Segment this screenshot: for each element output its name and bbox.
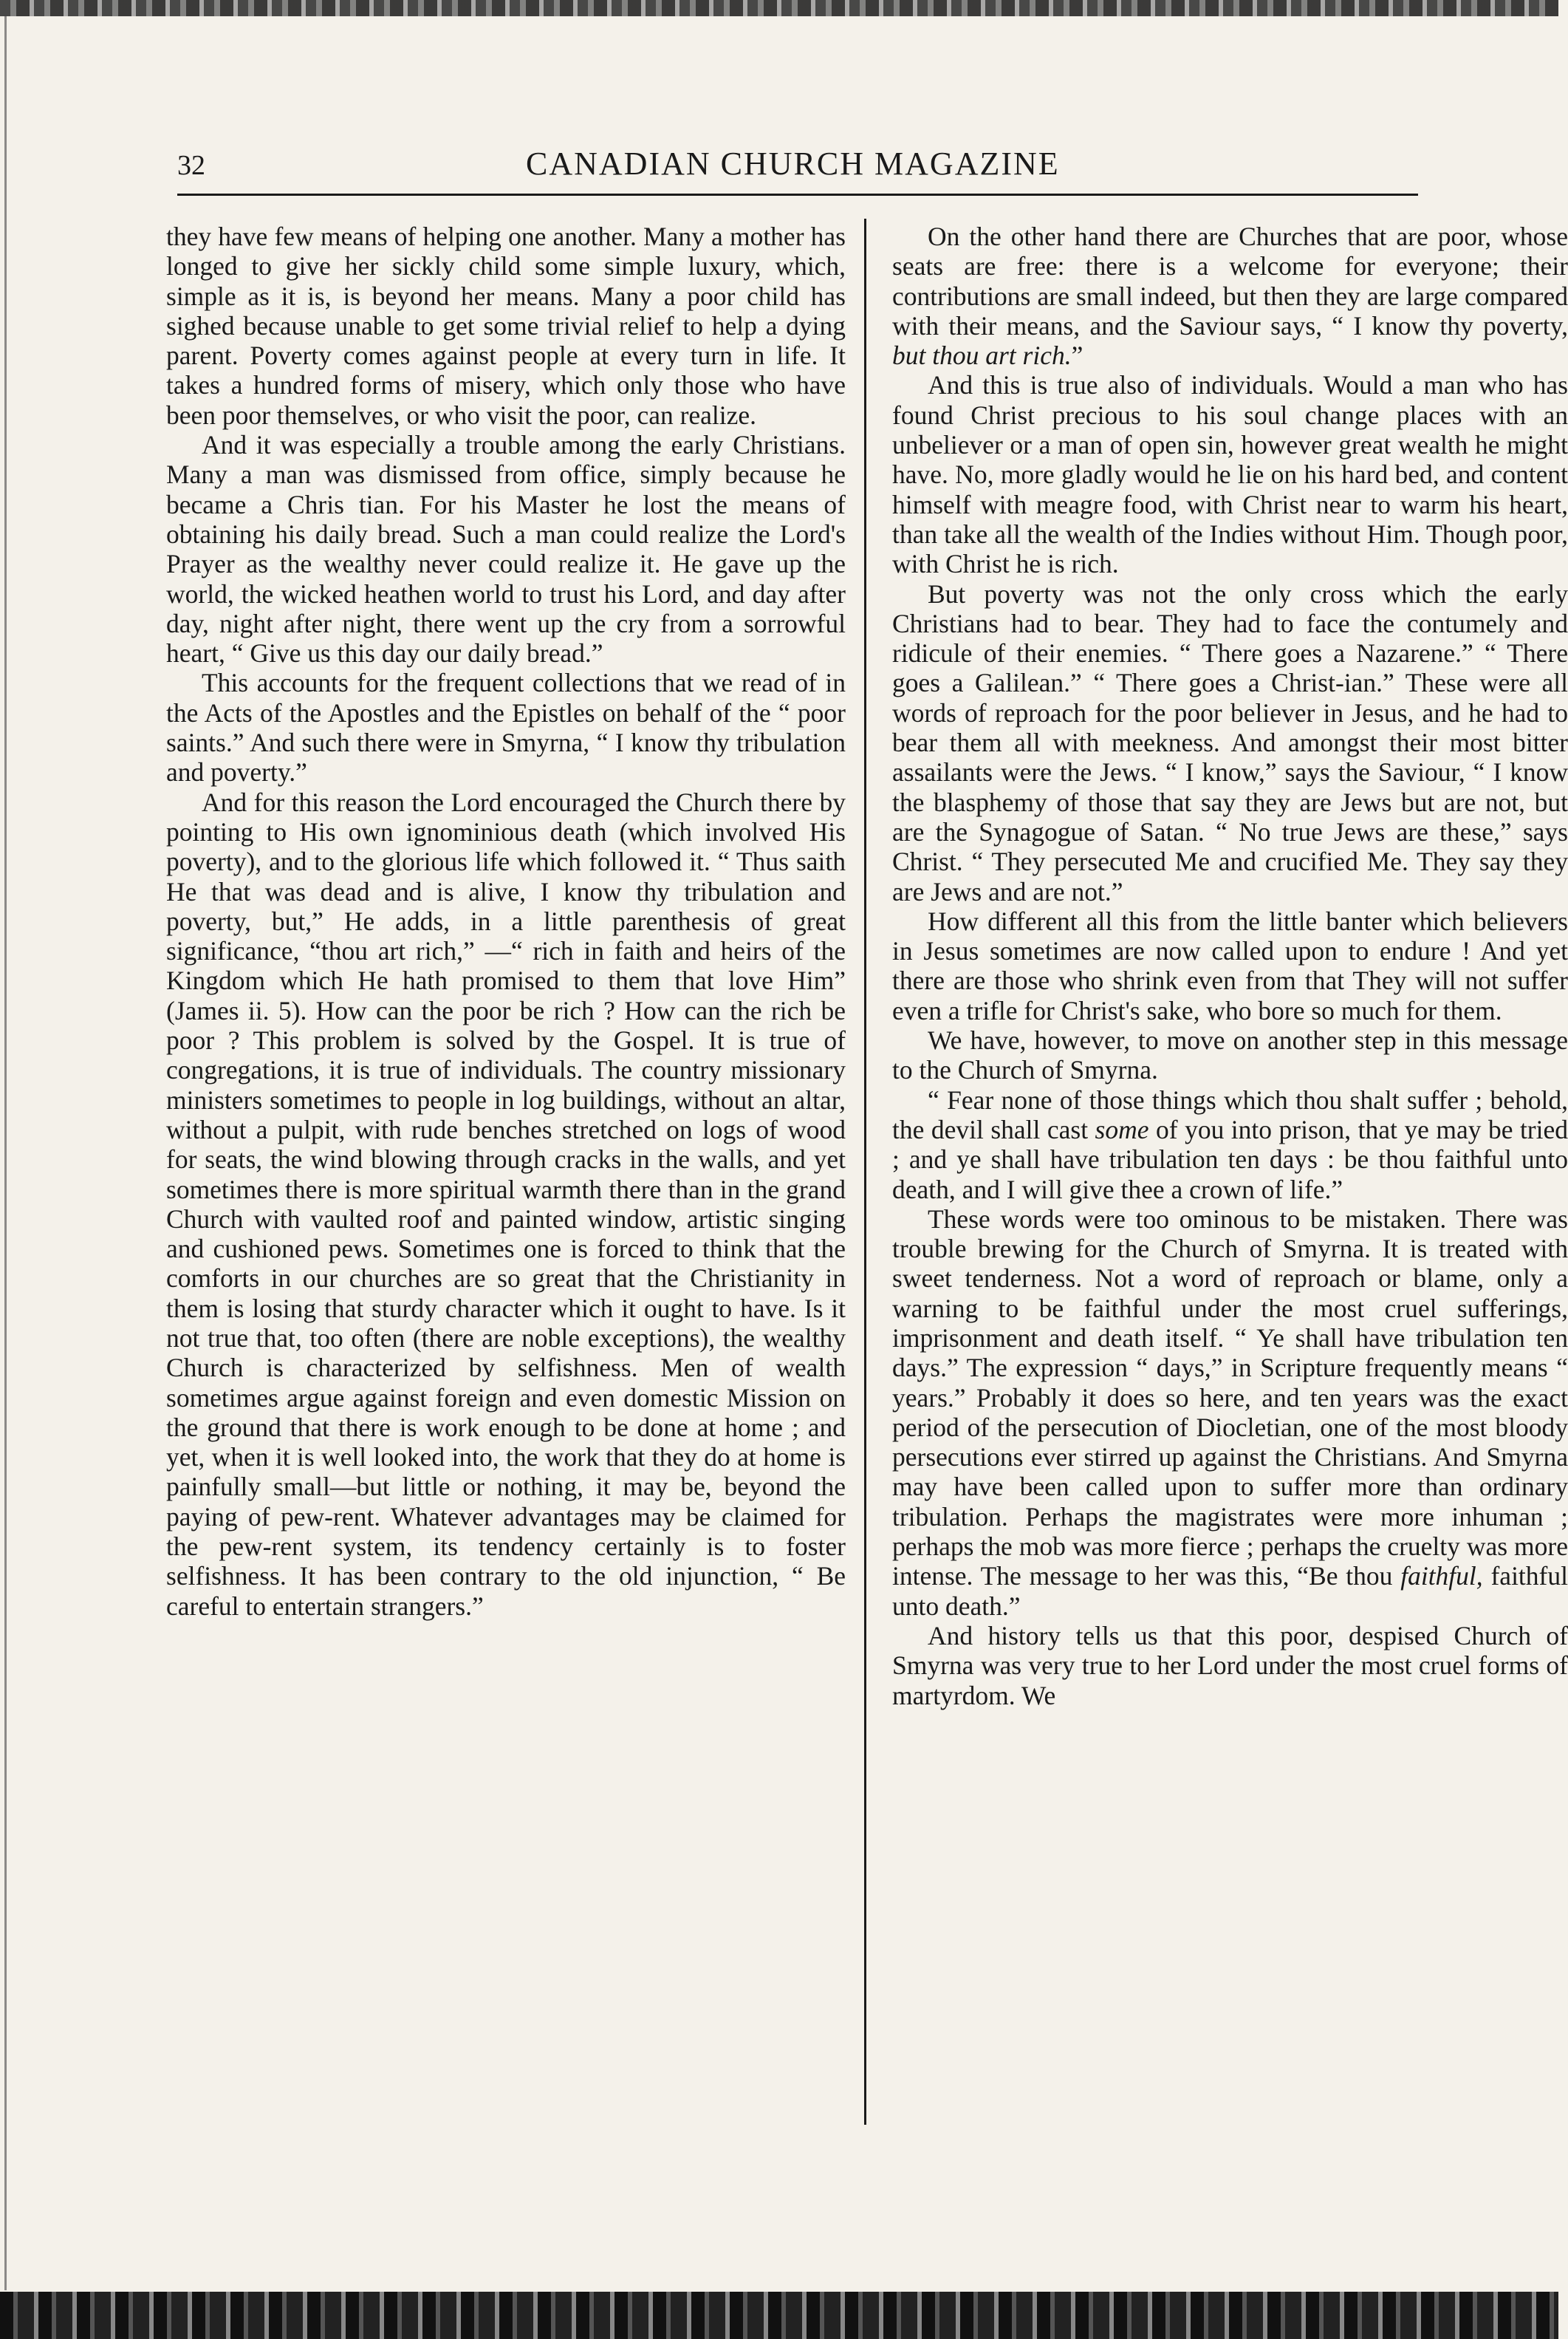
- paragraph: We have, however, to move on another step in this message to the Church of Smyrna.: [892, 1025, 1568, 1085]
- left-column: [166, 222, 846, 1621]
- paragraph: And it was especially a trouble among the early Christians. Many a man was dismissed from office, simply because he became a Chris tian. For his Master he lost the means of obtaining his daily bread. Such a man could realize the Lord's Prayer as the wealthy never could realize it. He gave up the world, the wicked heathen world to trust his Lord, and day after day, night after night, there went up the cry from a sorrowful heart, “ Give us this day our daily bread.”: [166, 430, 846, 669]
- paragraph: How different all this from the little banter which believers in Jesus sometimes are now called upon to endure ! And yet there are those who shrink even from that They will not suffer even a trifle for Christ's sake, who bore so much for them.: [892, 906, 1568, 1025]
- paragraph: [892, 222, 1568, 370]
- text-run: faithful unto death.”: [892, 1561, 1568, 1621]
- header-rule: [177, 194, 1418, 196]
- italic-text: but thou art rich.: [892, 341, 1072, 371]
- text-run: ”: [1071, 341, 1083, 371]
- column-divider: [864, 219, 866, 2125]
- scan-top-edge: [0, 0, 1558, 16]
- text-run: of you into prison, that ye may be tried ; and ye shall have tribulation ten days : be thou faithful unto death, and I will give thee a crown of life.”: [892, 1114, 1568, 1204]
- paragraph: [892, 1085, 1568, 1204]
- text-run: “ Fear none of those things which thou shalt suffer ; behold, the devil shall cast: [892, 1085, 1568, 1144]
- page-header: [177, 145, 1418, 192]
- italic-text: faithful,: [1400, 1561, 1483, 1591]
- scan-bottom-edge: [0, 2292, 1558, 2339]
- page-number: 32: [177, 150, 205, 181]
- paragraph: And for this reason the Lord encouraged the Church there by pointing to His own ignominious death (which involved His poverty), and to the glorious life which followed it. “ Thus saith He that was dead and is alive, I know thy tribulation and poverty, but,” He adds, in a little parenthesis of great significance, “thou art rich,” —“ rich in faith and heirs of the Kingdom which He hath promised to them that love Him” (James ii. 5). How can the poor be rich ? How can the rich be poor ? This problem is solved by the Gospel. It is true of congregations, it is true of individuals. The country missionary ministers sometimes to people in log buildings, without an altar, without a pulpit, with rude benches stretched on logs of wood for seats, the wind blowing through cracks in the walls, and yet sometimes there is more spiritual warmth there than in the grand Church with vaulted roof and painted window, artistic singing and cushioned pews. Sometimes one is forced to think that the comforts in our churches are so great that the Christianity in them is losing that sturdy character which it ought to have. Is it not true that, too often (there are noble exceptions), the wealthy Church is characterized by selfishness. Men of wealth sometimes argue against foreign and even domestic Mission on the ground that there is work enough to be done at home ; and yet, when it is well looked into, the work that they do at home is painfully small—but little or nothing, it may be, beyond the paying of pew-rent. Whatever advantages may be claimed for the pew-rent system, its tendency certainly is to foster selfishness. It has been contrary to the old injunction, “ Be careful to entertain strangers.”: [166, 787, 846, 1621]
- italic-text: some: [1095, 1114, 1149, 1144]
- paragraph: they have few means of helping one another. Many a mother has longed to give her sickly child some simple luxury, which, simple as it is, is beyond her means. Many a poor child has sighed because unable to get some trivial relief to help a dying parent. Poverty comes against people at every turn in life. It takes a hundred forms of misery, which only those who have been poor themselves, or who visit the poor, can realize.: [166, 222, 846, 430]
- text-run: These words were too ominous to be mistaken. There was trouble brewing for the Church of Smyrna. It is treated with sweet tenderness. Not a word of reproach or blame, only a warning to be faithful under the most cruel sufferings, imprisonment and death itself. “ Ye shall have tribulation ten days.” The expression “ days,” in Scripture frequently means “ years.” Probably it does so here, and ten years was the exact period of the persecution of Diocletian, one of the most bloody persecutions ever stirred up against the Christians. And Smyrna may have been called upon to suffer more than ordinary tribulation. Perhaps the magistrates were more inhuman ; perhaps the mob was more fierce ; perhaps the cruelty was more intense. The message to her was this, “Be thou: [892, 1203, 1568, 1591]
- running-title: CANADIAN CHURCH MAGAZINE: [526, 146, 1060, 182]
- paragraph: But poverty was not the only cross which the early Christians had to bear. They had to face the contumely and ridicule of their enemies. “ There goes a Nazarene.” “ There goes a Galilean.” “ There goes a Christ-ian.” These were all words of reproach for the poor believer in Jesus, and he had to bear them all with meekness. And amongst their most bitter assailants were the Jews. “ I know,” says the Saviour, “ I know the blasphemy of those that say they are Jews but are not, but are the Synagogue of Satan. “ No true Jews are these,” says Christ. “ They persecuted Me and crucified Me. They say they are Jews and are not.”: [892, 578, 1568, 906]
- paragraph: This accounts for the frequent collections that we read of in the Acts of the Apostles and the Epistles on behalf of the “ poor saints.” And such there were in Smyrna, “ I know thy tribulation and poverty.”: [166, 668, 846, 788]
- scan-left-edge: [4, 15, 7, 2290]
- paragraph: And this is true also of individuals. Would a man who has found Christ precious to his soul change places with an unbeliever or a man of open sin, however great wealth he might have. No, more gladly would he lie on his hard bed, and content himself with meagre food, with Christ near to warm his heart, than take all the wealth of the Indies without Him. Though poor, with Christ he is rich.: [892, 370, 1568, 579]
- paragraph: And history tells us that this poor, despised Church of Smyrna was very true to her Lord under the most cruel forms of martyrdom. We: [892, 1620, 1568, 1710]
- text-run: On the other hand there are Churches that are poor, whose seats are free: there is a welcome for everyone; their contributions are small indeed, but then they are large compared with their means, and the Saviour says, “ I know thy poverty,: [892, 222, 1568, 341]
- right-column: [892, 222, 1568, 1710]
- paragraph: [892, 1204, 1568, 1621]
